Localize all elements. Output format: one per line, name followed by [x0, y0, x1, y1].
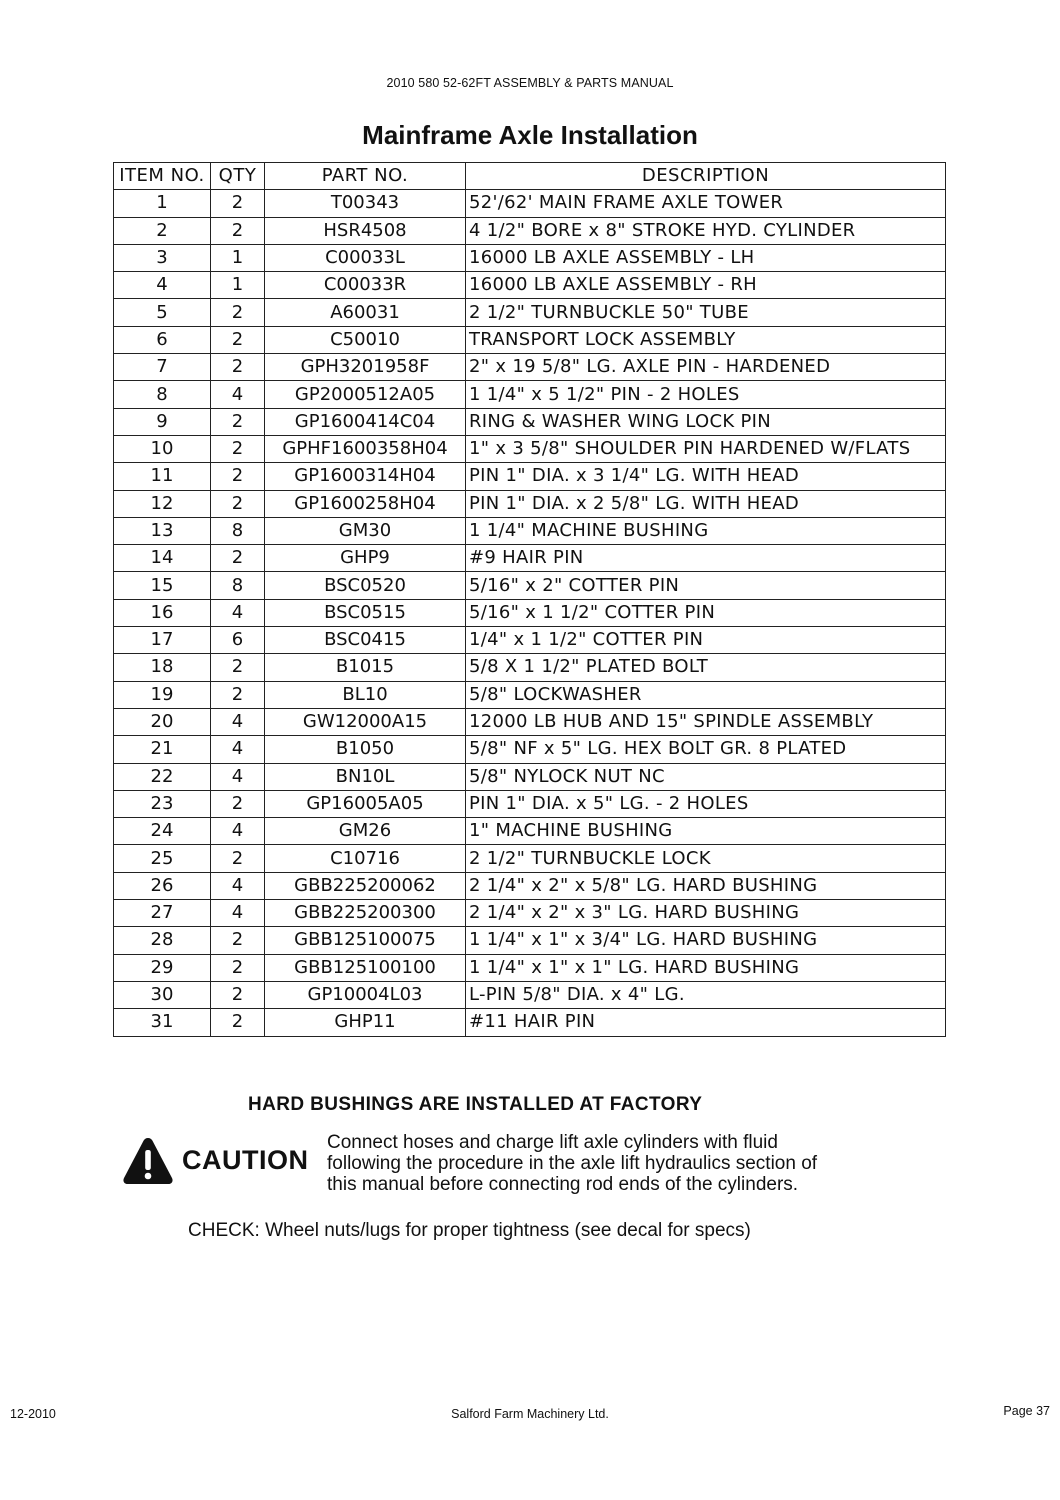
item-number-cell: 23: [114, 790, 211, 817]
description-cell: 1 1/4" x 1" x 1" LG. HARD BUSHING: [466, 954, 946, 981]
description-cell: 1" MACHINE BUSHING: [466, 818, 946, 845]
description-cell: 1 1/4" x 1" x 3/4" LG. HARD BUSHING: [466, 927, 946, 954]
item-number-cell: 6: [114, 326, 211, 353]
item-number-cell: 19: [114, 681, 211, 708]
table-row: [114, 818, 946, 845]
description-cell: RING & WASHER WING LOCK PIN: [466, 408, 946, 435]
qty-cell: 2: [211, 326, 265, 353]
check-note: CHECK: Wheel nuts/lugs for proper tightness (see decal for specs): [188, 1220, 751, 1241]
item-number-cell: 17: [114, 627, 211, 654]
item-number-cell: 20: [114, 708, 211, 735]
part-number-cell: B1050: [265, 736, 466, 763]
qty-cell: 2: [211, 490, 265, 517]
qty-cell: 2: [211, 408, 265, 435]
table-row: [114, 326, 946, 353]
item-number-cell: 13: [114, 517, 211, 544]
column-header-qty: QTY: [211, 163, 265, 190]
part-number-cell: B1015: [265, 654, 466, 681]
qty-cell: 2: [211, 681, 265, 708]
table-row: [114, 981, 946, 1008]
part-number-cell: HSR4508: [265, 217, 466, 244]
qty-cell: 1: [211, 244, 265, 271]
item-number-cell: 8: [114, 381, 211, 408]
part-number-cell: GW12000A15: [265, 708, 466, 735]
description-cell: 5/16" x 2" COTTER PIN: [466, 572, 946, 599]
table-header-row: [114, 163, 946, 190]
item-number-cell: 7: [114, 354, 211, 381]
table-row: [114, 763, 946, 790]
table-row: [114, 354, 946, 381]
part-number-cell: GHP11: [265, 1009, 466, 1036]
qty-cell: 2: [211, 190, 265, 217]
parts-table: [113, 162, 946, 1037]
item-number-cell: 22: [114, 763, 211, 790]
item-number-cell: 24: [114, 818, 211, 845]
qty-cell: 4: [211, 872, 265, 899]
item-number-cell: 30: [114, 981, 211, 1008]
description-cell: 1/4" x 1 1/2" COTTER PIN: [466, 627, 946, 654]
description-cell: 5/16" x 1 1/2" COTTER PIN: [466, 599, 946, 626]
item-number-cell: 26: [114, 872, 211, 899]
qty-cell: 2: [211, 217, 265, 244]
part-number-cell: BL10: [265, 681, 466, 708]
qty-cell: 2: [211, 1009, 265, 1036]
caution-line: following the procedure in the axle lift hydraulics section of: [327, 1153, 818, 1174]
qty-cell: 2: [211, 654, 265, 681]
table-row: [114, 463, 946, 490]
item-number-cell: 27: [114, 900, 211, 927]
part-number-cell: C10716: [265, 845, 466, 872]
description-cell: 12000 LB HUB AND 15" SPINDLE ASSEMBLY: [466, 708, 946, 735]
table-row: [114, 872, 946, 899]
item-number-cell: 12: [114, 490, 211, 517]
description-cell: PIN 1" DIA. x 3 1/4" LG. WITH HEAD: [466, 463, 946, 490]
part-number-cell: GP1600314H04: [265, 463, 466, 490]
description-cell: 2 1/2" TURNBUCKLE LOCK: [466, 845, 946, 872]
qty-cell: 4: [211, 381, 265, 408]
qty-cell: 2: [211, 354, 265, 381]
table-row: [114, 681, 946, 708]
description-cell: PIN 1" DIA. x 5" LG. - 2 HOLES: [466, 790, 946, 817]
qty-cell: 2: [211, 545, 265, 572]
qty-cell: 2: [211, 463, 265, 490]
manual-title: 2010 580 52-62FT ASSEMBLY & PARTS MANUAL: [386, 76, 674, 90]
caution-text: [327, 1132, 947, 1195]
table-row: [114, 190, 946, 217]
qty-cell: 2: [211, 435, 265, 462]
column-header-description: DESCRIPTION: [466, 163, 946, 190]
part-number-cell: GHP9: [265, 545, 466, 572]
qty-cell: 6: [211, 627, 265, 654]
parts-table-body: [114, 190, 946, 1036]
description-cell: 1" x 3 5/8" SHOULDER PIN HARDENED W/FLATS: [466, 435, 946, 462]
qty-cell: 2: [211, 927, 265, 954]
description-cell: 2 1/4" x 2" x 3" LG. HARD BUSHING: [466, 900, 946, 927]
footer-company: Salford Farm Machinery Ltd.: [451, 1407, 609, 1421]
part-number-cell: GM26: [265, 818, 466, 845]
warning-triangle-icon: [122, 1136, 174, 1186]
table-row: [114, 627, 946, 654]
caution-block: [122, 1136, 322, 1188]
qty-cell: 2: [211, 299, 265, 326]
item-number-cell: 15: [114, 572, 211, 599]
item-number-cell: 5: [114, 299, 211, 326]
table-row: [114, 545, 946, 572]
qty-cell: 8: [211, 572, 265, 599]
item-number-cell: 18: [114, 654, 211, 681]
table-row: [114, 708, 946, 735]
item-number-cell: 31: [114, 1009, 211, 1036]
part-number-cell: GPH3201958F: [265, 354, 466, 381]
description-cell: #11 HAIR PIN: [466, 1009, 946, 1036]
item-number-cell: 2: [114, 217, 211, 244]
description-cell: 5/8 X 1 1/2" PLATED BOLT: [466, 654, 946, 681]
qty-cell: 4: [211, 599, 265, 626]
column-header-item-no: ITEM NO.: [114, 163, 211, 190]
part-number-cell: GP1600258H04: [265, 490, 466, 517]
page-number: Page 37: [1003, 1404, 1050, 1418]
part-number-cell: GP16005A05: [265, 790, 466, 817]
description-cell: 1 1/4" MACHINE BUSHING: [466, 517, 946, 544]
qty-cell: 4: [211, 818, 265, 845]
part-number-cell: C50010: [265, 326, 466, 353]
part-number-cell: GBB125100075: [265, 927, 466, 954]
description-cell: PIN 1" DIA. x 2 5/8" LG. WITH HEAD: [466, 490, 946, 517]
qty-cell: 2: [211, 845, 265, 872]
table-row: [114, 517, 946, 544]
table-row: [114, 244, 946, 271]
part-number-cell: GP1600414C04: [265, 408, 466, 435]
qty-cell: 4: [211, 736, 265, 763]
table-row: [114, 381, 946, 408]
qty-cell: 2: [211, 981, 265, 1008]
part-number-cell: BN10L: [265, 763, 466, 790]
item-number-cell: 10: [114, 435, 211, 462]
part-number-cell: BSC0415: [265, 627, 466, 654]
table-row: [114, 272, 946, 299]
qty-cell: 1: [211, 272, 265, 299]
table-row: [114, 299, 946, 326]
item-number-cell: 21: [114, 736, 211, 763]
item-number-cell: 25: [114, 845, 211, 872]
part-number-cell: A60031: [265, 299, 466, 326]
qty-cell: 2: [211, 790, 265, 817]
description-cell: 52'/62' MAIN FRAME AXLE TOWER: [466, 190, 946, 217]
qty-cell: 4: [211, 900, 265, 927]
table-row: [114, 790, 946, 817]
description-cell: #9 HAIR PIN: [466, 545, 946, 572]
part-number-cell: GP10004L03: [265, 981, 466, 1008]
description-cell: L-PIN 5/8" DIA. x 4" LG.: [466, 981, 946, 1008]
caution-line: Connect hoses and charge lift axle cylinders with fluid: [327, 1132, 778, 1153]
table-row: [114, 954, 946, 981]
qty-cell: 4: [211, 763, 265, 790]
description-cell: TRANSPORT LOCK ASSEMBLY: [466, 326, 946, 353]
page-title: Mainframe Axle Installation: [362, 120, 698, 150]
part-number-cell: GM30: [265, 517, 466, 544]
column-header-part-no: PART NO.: [265, 163, 466, 190]
part-number-cell: GP2000512A05: [265, 381, 466, 408]
part-number-cell: BSC0515: [265, 599, 466, 626]
item-number-cell: 3: [114, 244, 211, 271]
part-number-cell: BSC0520: [265, 572, 466, 599]
table-row: [114, 408, 946, 435]
part-number-cell: GBB225200062: [265, 872, 466, 899]
description-cell: 1 1/4" x 5 1/2" PIN - 2 HOLES: [466, 381, 946, 408]
item-number-cell: 4: [114, 272, 211, 299]
table-row: [114, 900, 946, 927]
description-cell: 2" x 19 5/8" LG. AXLE PIN - HARDENED: [466, 354, 946, 381]
description-cell: 5/8" NYLOCK NUT NC: [466, 763, 946, 790]
description-cell: 2 1/4" x 2" x 5/8" LG. HARD BUSHING: [466, 872, 946, 899]
table-row: [114, 572, 946, 599]
table-row: [114, 490, 946, 517]
qty-cell: 8: [211, 517, 265, 544]
table-row: [114, 435, 946, 462]
table-row: [114, 845, 946, 872]
description-cell: 4 1/2" BORE x 8" STROKE HYD. CYLINDER: [466, 217, 946, 244]
item-number-cell: 16: [114, 599, 211, 626]
caution-line: this manual before connecting rod ends of the cylinders.: [327, 1174, 799, 1195]
factory-note: HARD BUSHINGS ARE INSTALLED AT FACTORY: [248, 1094, 703, 1115]
description-cell: 16000 LB AXLE ASSEMBLY - RH: [466, 272, 946, 299]
part-number-cell: GBB225200300: [265, 900, 466, 927]
description-cell: 2 1/2" TURNBUCKLE 50" TUBE: [466, 299, 946, 326]
footer-date: 12-2010: [10, 1407, 56, 1421]
part-number-cell: C00033L: [265, 244, 466, 271]
table-row: [114, 217, 946, 244]
table-row: [114, 927, 946, 954]
qty-cell: 2: [211, 954, 265, 981]
item-number-cell: 28: [114, 927, 211, 954]
item-number-cell: 29: [114, 954, 211, 981]
table-row: [114, 736, 946, 763]
item-number-cell: 1: [114, 190, 211, 217]
table-row: [114, 654, 946, 681]
part-number-cell: GBB125100100: [265, 954, 466, 981]
caution-label: CAUTION: [182, 1145, 309, 1175]
item-number-cell: 14: [114, 545, 211, 572]
description-cell: 16000 LB AXLE ASSEMBLY - LH: [466, 244, 946, 271]
qty-cell: 4: [211, 708, 265, 735]
item-number-cell: 9: [114, 408, 211, 435]
part-number-cell: C00033R: [265, 272, 466, 299]
description-cell: 5/8" NF x 5" LG. HEX BOLT GR. 8 PLATED: [466, 736, 946, 763]
item-number-cell: 11: [114, 463, 211, 490]
description-cell: 5/8" LOCKWASHER: [466, 681, 946, 708]
part-number-cell: GPHF1600358H04: [265, 435, 466, 462]
table-row: [114, 599, 946, 626]
table-row: [114, 1009, 946, 1036]
part-number-cell: T00343: [265, 190, 466, 217]
